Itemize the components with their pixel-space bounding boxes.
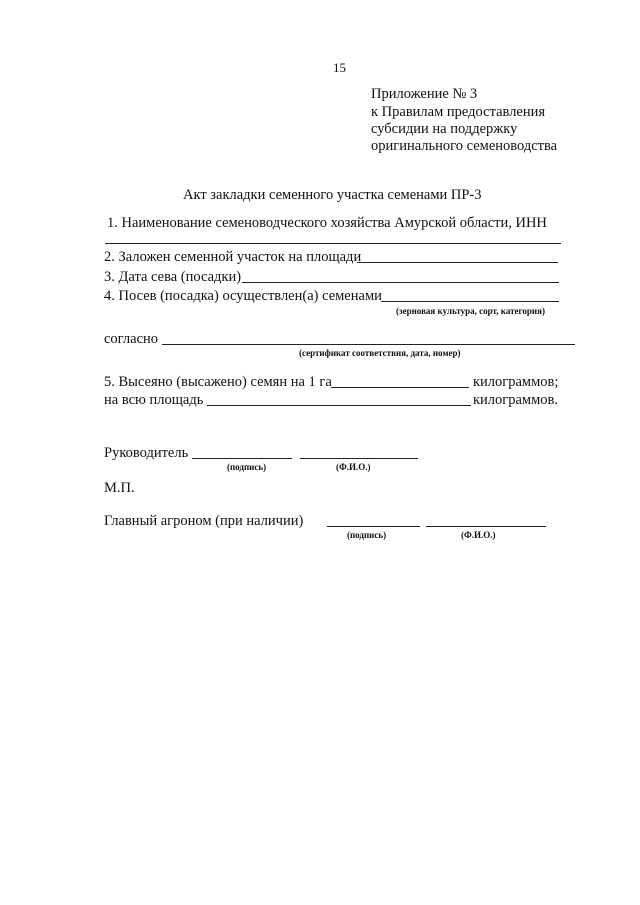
appendix-line-1: Приложение № 3 <box>371 86 478 102</box>
head-signature-hint: (подпись) <box>227 462 267 472</box>
head-label: Руководитель <box>104 445 189 461</box>
agronomist-name-hint: (Ф.И.О.) <box>461 530 496 540</box>
document-title: Акт закладки семенного участка семенами ПР-3 <box>183 187 482 203</box>
item-5-total-blank-line[interactable] <box>207 405 471 406</box>
appendix-line-3: субсидии на поддержку <box>371 121 518 137</box>
head-name-hint: (Ф.И.О.) <box>336 462 371 472</box>
item-5-per-ha-unit: килограммов; <box>473 374 559 390</box>
item-4-label: 4. Посев (посадка) осуществлен(а) семенами <box>104 288 382 304</box>
item-5-total-unit: килограммов. <box>473 392 558 408</box>
appendix-line-4: оригинального семеноводства <box>371 138 558 154</box>
agronomist-signature-hint: (подпись) <box>347 530 387 540</box>
item-4-hint: (зерновая культура, сорт, категория) <box>396 306 545 316</box>
item-1-blank-line[interactable] <box>105 243 561 244</box>
appendix-line-2: к Правилам предоставления <box>371 104 546 120</box>
item-1-label: 1. Наименование семеноводческого хозяйства Амурской области, ИНН <box>107 215 547 231</box>
according-blank-line[interactable] <box>162 344 575 345</box>
according-hint: (сертификат соответствия, дата, номер) <box>299 348 461 358</box>
item-5-per-ha-blank-line[interactable] <box>331 387 469 388</box>
item-4-blank-line[interactable] <box>381 301 559 302</box>
item-3-blank-line[interactable] <box>242 282 559 283</box>
stamp-label: М.П. <box>104 480 135 496</box>
item-5-total-label: на всю площадь <box>104 392 204 408</box>
item-3-label: 3. Дата сева (посадки) <box>104 269 242 285</box>
agronomist-label: Главный агроном (при наличии) <box>104 513 304 529</box>
item-2-label: 2. Заложен семенной участок на площади <box>104 249 362 265</box>
item-2-blank-line[interactable] <box>357 262 558 263</box>
item-5-label: 5. Высеяно (высажено) семян на 1 га <box>104 374 332 390</box>
agronomist-name-line[interactable] <box>426 526 546 527</box>
head-name-line[interactable] <box>300 458 418 459</box>
head-signature-line[interactable] <box>192 458 292 459</box>
agronomist-signature-line[interactable] <box>327 526 420 527</box>
according-label: согласно <box>104 331 159 347</box>
page-number: 15 <box>333 60 346 75</box>
